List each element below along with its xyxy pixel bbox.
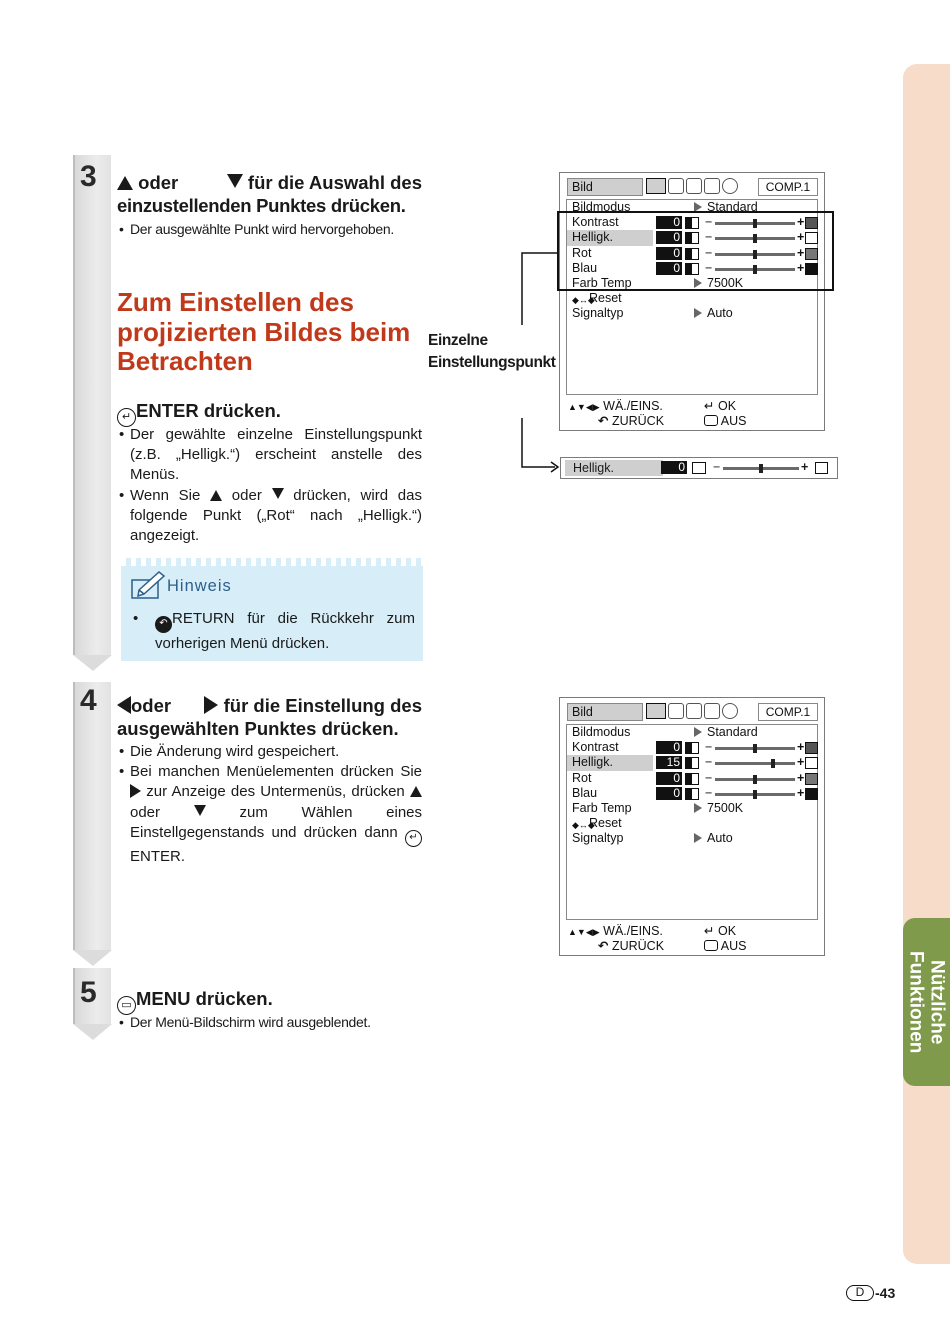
step-3-heading: oder für die Auswahl des einzustellenden Punktes drücken.	[117, 172, 422, 216]
enter-step-bullet-2: • Wenn Sie oder drücken, wird das folgende Punkt („Rot“ nach „Helligk.“) angezeigt.	[117, 486, 422, 547]
hint-zigzag-edge	[121, 558, 423, 566]
menu-row[interactable]: Signaltyp Auto	[572, 306, 733, 321]
option-tab-icon[interactable]	[704, 703, 720, 719]
color-swatch-icon	[685, 742, 699, 754]
color-swatch-icon	[685, 788, 699, 800]
color-swatch-icon	[685, 757, 699, 769]
menu-tab-bild[interactable]: Bild	[567, 178, 643, 196]
menu-row[interactable]: Kontrast 0 − +	[567, 215, 817, 230]
highlight-frame	[557, 211, 834, 291]
enter-step-bullet-1: • Der gewählte einzelne Einstellungspunkt (z.B. „Helligk.“) erscheint anstelle des Menüs.	[117, 425, 422, 486]
callout-label: Einzelne Einstellungspunkt	[428, 332, 556, 371]
navigate-arrows-icon: ▲▼◀▶	[568, 927, 600, 937]
setup-tab-icon[interactable]	[686, 178, 702, 194]
hint-title: Hinweis	[167, 577, 232, 595]
pencil-note-icon	[129, 566, 169, 602]
hint-box	[121, 558, 423, 661]
setup-tab-icon[interactable]	[686, 703, 702, 719]
return-icon: ↶	[598, 414, 609, 428]
right-arrow-icon	[130, 784, 141, 798]
adjust-slider[interactable]	[715, 778, 795, 781]
brightness-icon	[692, 462, 706, 474]
up-arrow-icon	[410, 786, 422, 797]
slider-thumb[interactable]	[753, 790, 757, 799]
step-4-bullet-2: • Bei manchen Menüelementen drücken Sie zur Anzeige des Untermenüs, drücken oder zum Wählen eines Einstellgegenstands und drücken dann ↵ENTER.	[117, 762, 422, 867]
color-swatch-icon	[805, 757, 818, 769]
slider-thumb[interactable]	[753, 744, 757, 753]
enter-button-icon: ↵	[405, 830, 422, 847]
menu-row[interactable]: Reset ◆↔◆	[572, 816, 622, 831]
menu-row[interactable]: Signaltyp Auto	[572, 831, 733, 846]
step-4-heading: oder für die Einstellung des ausgewählten Punktes drücken.	[117, 695, 422, 739]
single-adjust-value: 0	[661, 461, 687, 474]
menu-list	[566, 724, 818, 920]
down-arrow-icon	[272, 488, 284, 499]
menu-row[interactable]: Farb Temp 7500K	[572, 801, 744, 815]
side-tab-nuetzliche-funktionen[interactable]	[903, 918, 950, 1086]
return-button-icon: ↶	[155, 616, 172, 633]
enter-icon: ↵	[704, 924, 715, 938]
navigate-arrows-icon: ▲▼◀▶	[568, 402, 600, 412]
step-3-bar	[73, 155, 111, 655]
step-3-text	[117, 219, 422, 239]
sound-tab-icon[interactable]	[668, 703, 684, 719]
menu-row[interactable]: Helligk. 15 − +	[567, 755, 817, 770]
menu-button-icon: ▭	[117, 996, 136, 1015]
option-tab-icon[interactable]	[704, 178, 720, 194]
menu-row[interactable]: Blau 0 − +	[567, 786, 817, 801]
step-3-bullet: • Der ausgewählte Punkt wird hervorgehoben.	[117, 219, 422, 239]
reset-icon: ◆↔◆	[572, 820, 595, 831]
adjust-slider[interactable]	[715, 793, 795, 796]
enter-step-heading: ↵ ENTER drücken.	[117, 399, 422, 427]
enter-step-text	[117, 425, 422, 546]
adjust-slider[interactable]	[715, 762, 795, 765]
menu-row[interactable]: Rot 0 − +	[567, 771, 817, 786]
menu-row[interactable]: Rot 0 − +	[567, 246, 817, 261]
color-swatch-icon	[805, 773, 818, 785]
step-3-number: 3	[80, 160, 97, 193]
step-5-bullet: • Der Menü-Bildschirm wird ausgeblendet.	[117, 1012, 422, 1032]
step-5-text	[117, 1012, 422, 1032]
menu-tab-icons	[646, 178, 738, 196]
menu-tab-bild[interactable]: Bild	[567, 703, 643, 721]
color-swatch-icon	[805, 788, 818, 800]
menu-row[interactable]: Helligk. 0 − +	[567, 230, 817, 245]
brightness-icon	[815, 462, 828, 474]
color-swatch-icon	[685, 773, 699, 785]
menu-row[interactable]: Reset ◆↔◆	[572, 291, 622, 306]
adjust-slider[interactable]	[715, 747, 795, 750]
menu-row[interactable]: Farb Temp 7500K	[572, 276, 744, 290]
menu-row[interactable]: Bildmodus Standard	[572, 200, 758, 214]
up-arrow-icon	[210, 490, 222, 501]
step-4-text	[117, 742, 422, 867]
page-number: D -43	[846, 1285, 895, 1301]
right-arrow-icon	[204, 696, 218, 714]
menu-icon	[704, 940, 718, 951]
picture-tab-icon[interactable]	[646, 703, 666, 719]
slider-thumb[interactable]	[753, 775, 757, 784]
sound-tab-icon[interactable]	[668, 178, 684, 194]
left-arrow-icon	[117, 696, 131, 714]
step-4-bullet-1: • Die Änderung wird gespeichert.	[117, 742, 422, 762]
step-4-number: 4	[80, 684, 97, 717]
down-arrow-icon	[194, 805, 206, 816]
up-arrow-icon	[117, 176, 133, 190]
single-adjust-label: Helligk.	[565, 460, 663, 476]
menu-icon	[704, 415, 718, 426]
single-adjust-bar: Helligk. 0 − +	[560, 457, 838, 479]
enter-button-icon: ↵	[117, 408, 136, 427]
language-tab-icon[interactable]	[722, 703, 738, 719]
reset-icon: ◆↔◆	[572, 295, 595, 306]
step-5-heading: ▭ MENU drücken.	[117, 987, 422, 1015]
menu-screen-1: Bild COMP.1 Bildmodus Standard Kontrast 0 − + Helligk. 0 − + Rot 0 − + Blau 0 − + Farb Temp 7500K Reset ◆↔◆ Signaltyp Auto ▲▼◀▶ WÄ./EINS. ↵ OK ↶ ZURÜCK AUS	[559, 172, 825, 431]
enter-icon: ↵	[704, 399, 715, 413]
menu-tab-icons	[646, 703, 738, 721]
hint-text: • ↶ RETURN für die Rückkehr zum vorherigen Menü drücken.	[133, 610, 415, 652]
menu-row[interactable]: Kontrast 0 − +	[567, 740, 817, 755]
step-5-number: 5	[80, 976, 97, 1009]
color-swatch-icon	[805, 742, 818, 754]
side-tab-label: Nützliche Funktionen	[905, 950, 948, 1054]
step-4-bar	[73, 682, 111, 950]
menu-screen-2: Bild COMP.1 Bildmodus Standard Kontrast 0 − + Helligk. 15 − + Rot 0 − + Blau 0 − + Farb Temp 7500K Reset ◆↔◆ Signaltyp Auto ▲▼◀▶ WÄ./EINS. ↵ OK ↶ ZURÜCK AUS	[559, 697, 825, 956]
menu-row[interactable]: Bildmodus Standard	[572, 725, 758, 739]
menu-row[interactable]: Blau 0 − +	[567, 261, 817, 276]
slider-thumb[interactable]	[771, 759, 775, 768]
language-tab-icon[interactable]	[722, 178, 738, 194]
menu-source-label: COMP.1	[758, 703, 818, 721]
section-title: Zum Einstellen des projizierten Bildes beim Betrachten	[117, 287, 411, 376]
return-icon: ↶	[598, 939, 609, 953]
down-arrow-icon	[227, 174, 243, 188]
picture-tab-icon[interactable]	[646, 178, 666, 194]
menu-source-label: COMP.1	[758, 178, 818, 196]
